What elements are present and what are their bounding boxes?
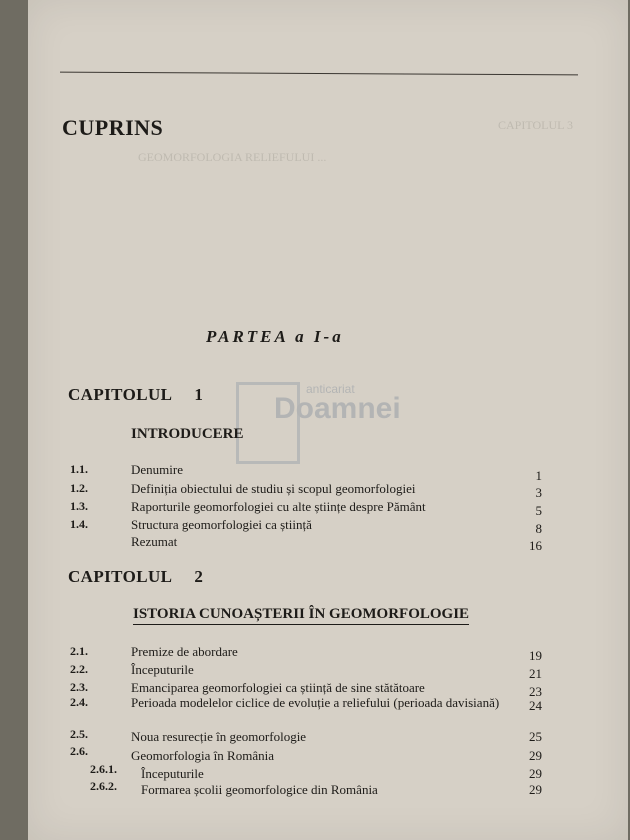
chapter-label: CAPITOLUL [68, 385, 173, 404]
entry-text: Geomorfologia în România [131, 748, 274, 763]
bleed-through-text: GEOMORFOLOGIA RELIEFULUI ... [138, 150, 327, 164]
entry-text: Rezumat [131, 534, 178, 549]
entry-page: 3 [535, 485, 542, 500]
entry-text: Definiția obiectului de studiu și scopul geomorfologiei [131, 481, 416, 496]
entry-text: Denumire [131, 462, 183, 477]
book-page [28, 0, 628, 840]
entry-text: Începuturile [141, 766, 204, 781]
entry-page: 29 [529, 782, 542, 797]
entry-number: 1.2. [70, 481, 88, 495]
entry-number: 1.4. [70, 517, 88, 531]
entry-text: Începuturile [131, 662, 194, 677]
entry-number: 2.6.2. [90, 779, 117, 793]
chapter-number: 2 [194, 567, 204, 586]
entry-number: 1.3. [70, 499, 88, 513]
entry-page: 19 [529, 648, 542, 663]
entry-number: 2.6.1. [90, 762, 117, 776]
entry-page: 23 [529, 684, 542, 699]
bleed-through-text: CAPITOLUL 3 [498, 118, 573, 132]
page-title: CUPRINS [62, 115, 164, 140]
entry-page: 29 [529, 748, 542, 763]
entry-text: Emanciparea geomorfologiei ca știință de sine stătătoare [131, 680, 425, 695]
entry-page: 25 [529, 729, 542, 744]
entry-number: 2.2. [70, 662, 88, 676]
entry-page: 8 [535, 521, 542, 536]
entry-number: 2.5. [70, 727, 88, 741]
entry-text: Noua resurecție în geomorfologie [131, 729, 307, 744]
entry-number: 2.1. [70, 644, 88, 658]
chapter-title: ISTORIA CUNOAȘTERII ÎN GEOMORFOLOGIE [133, 606, 469, 625]
entry-number: 2.3. [70, 680, 88, 694]
watermark-line2: Doamnei [274, 392, 401, 425]
entry-page: 29 [529, 766, 542, 781]
header-rule [60, 72, 578, 76]
entry-text: Perioada modelelor ciclice de evoluție a reliefului (perioada davisiană) [131, 695, 500, 710]
part-title: PARTEA a I-a [206, 327, 344, 346]
entry-page: 16 [529, 538, 542, 553]
entry-text: Raporturile geomorfologiei cu alte științe despre Pământ [131, 499, 426, 514]
watermark-logo [236, 382, 401, 460]
entry-number: 1.1. [70, 462, 88, 476]
entry-page: 24 [529, 698, 542, 713]
entry-text: Structura geomorfologiei ca știință [131, 517, 312, 532]
entry-text: Premize de abordare [131, 644, 238, 659]
chapter-heading [68, 385, 203, 405]
entry-page: 21 [529, 666, 542, 681]
chapter-label: CAPITOLUL [68, 567, 173, 586]
chapter-heading [68, 567, 203, 587]
entry-page: 5 [535, 503, 542, 518]
entry-number: 2.6. [70, 744, 88, 758]
entry-text: Formarea școlii geomorfologice din România [141, 782, 378, 797]
chapter-number: 1 [194, 385, 204, 404]
entry-number: 2.4. [70, 695, 88, 709]
entry-page: 1 [535, 468, 542, 483]
watermark-line1: anticariat [306, 382, 355, 396]
chapter-title: INTRODUCERE [131, 426, 244, 442]
